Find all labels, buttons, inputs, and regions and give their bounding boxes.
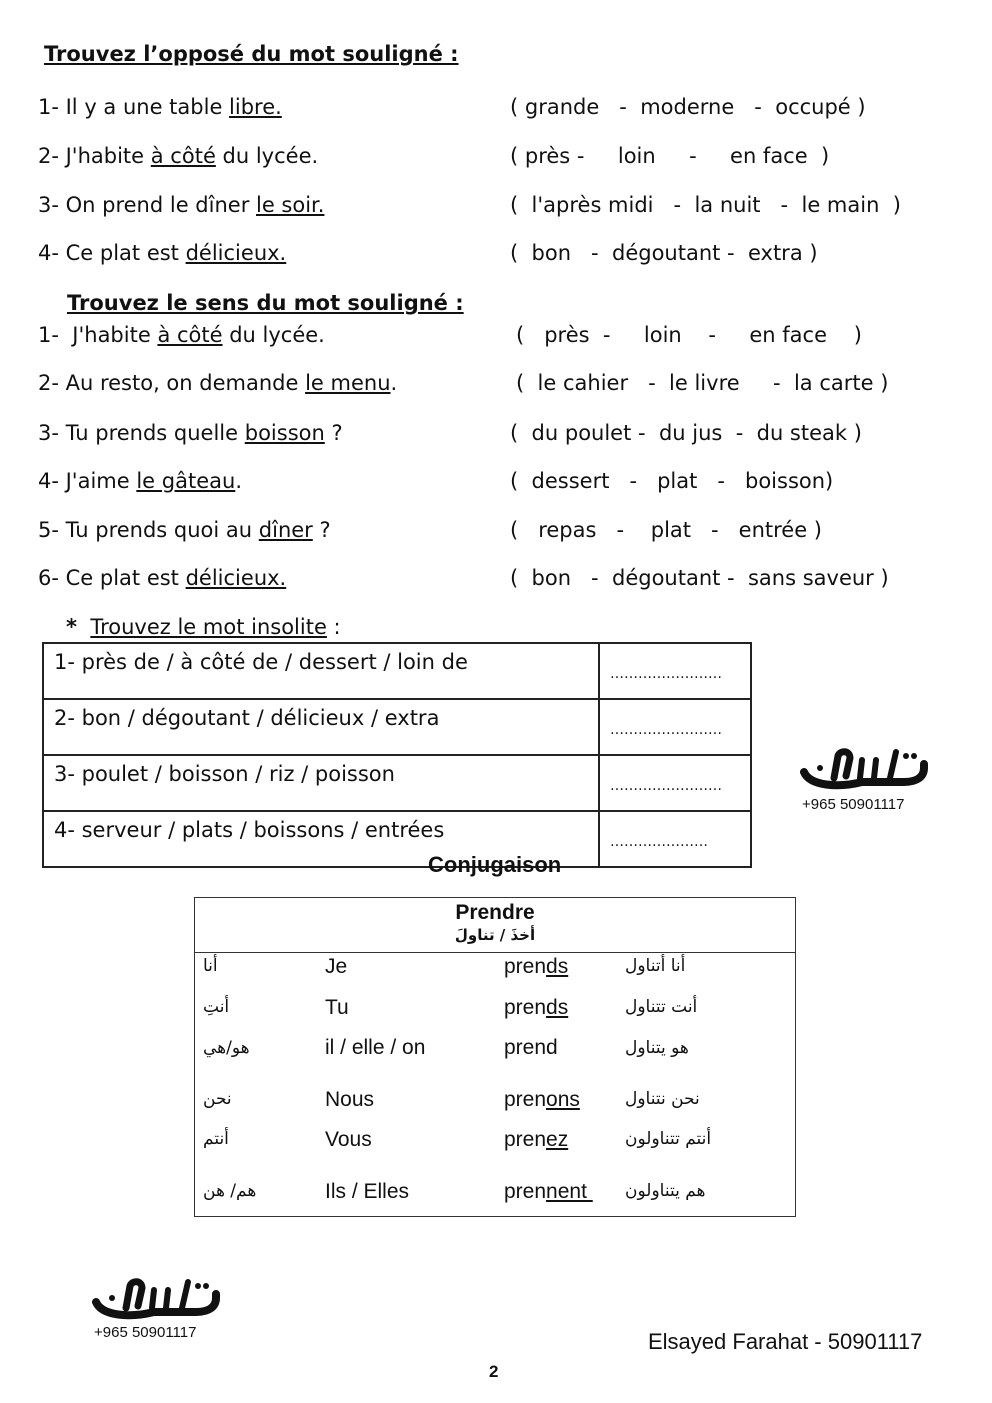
brand-logo-left bbox=[92, 1272, 222, 1344]
answer-blank-4[interactable]: ………………… bbox=[599, 811, 751, 867]
section2-options-5: ( repas - plat - entrée ) bbox=[510, 518, 822, 542]
ar-pronoun-4: نحن bbox=[203, 1089, 232, 1109]
verb-translation: أخذَ / تناولَ bbox=[454, 926, 536, 944]
section2-item-1: 1- J'habite à côté du lycée. bbox=[38, 323, 325, 347]
ar-pronoun-2: أنتِ bbox=[203, 997, 230, 1017]
ar-verb-5: أنتم تتناولون bbox=[625, 1129, 712, 1149]
ar-verb-3: هو يتناول bbox=[625, 1038, 689, 1058]
section1-options-1: ( grande - moderne - occupé ) bbox=[510, 95, 866, 119]
section2-options-1: ( près - loin - en face ) bbox=[516, 323, 862, 347]
ar-pronoun-5: أنتم bbox=[203, 1129, 229, 1149]
conjugation-table bbox=[194, 897, 796, 1217]
section1-item-1: 1- Il y a une table libre. bbox=[38, 95, 282, 119]
insolite-text-3: 3- poulet / boisson / riz / poisson bbox=[43, 755, 599, 811]
pronoun-5: Vous bbox=[325, 1128, 372, 1151]
footer-author: Elsayed Farahat - 50901117 bbox=[648, 1329, 923, 1354]
section2-item-2: 2- Au resto, on demande le menu. bbox=[38, 371, 398, 395]
verb-form-4: prenons bbox=[504, 1088, 580, 1111]
ar-verb-2: أنت تتناول bbox=[625, 997, 698, 1017]
pronoun-1: Je bbox=[325, 955, 348, 978]
section2-item-4: 4- J'aime le gâteau. bbox=[38, 469, 242, 493]
section2-item-5: 5- Tu prends quoi au dîner ? bbox=[38, 518, 331, 542]
pronoun-4: Nous bbox=[325, 1088, 375, 1111]
verb-form-1: prends bbox=[504, 955, 569, 978]
conjugation-header bbox=[195, 898, 795, 953]
table-row bbox=[43, 755, 751, 811]
insolite-text-1: 1- près de / à côté de / dessert / loin de bbox=[43, 643, 599, 699]
conjugaison-title: Conjugaison bbox=[428, 852, 562, 877]
section3-title: * Trouvez le mot insolite : bbox=[66, 615, 341, 639]
answer-blank-3[interactable]: …………………… bbox=[599, 755, 751, 811]
section1-item-2: 2- J'habite à côté du lycée. bbox=[38, 144, 319, 168]
brand-logo-right bbox=[800, 742, 930, 814]
section2-options-6: ( bon - dégoutant - sans saveur ) bbox=[510, 566, 889, 590]
verb-title: Prendre bbox=[455, 901, 535, 924]
answer-blank-2[interactable]: …………………… bbox=[599, 699, 751, 755]
page-number: 2 bbox=[489, 1362, 499, 1381]
logo-phone-left: +965 50901117 bbox=[94, 1324, 197, 1341]
insolite-table bbox=[42, 642, 752, 868]
ar-pronoun-6: هم/ هن bbox=[203, 1181, 257, 1201]
pronoun-6: Ils / Elles bbox=[325, 1180, 410, 1203]
section2-options-2: ( le cahier - le livre - la carte ) bbox=[516, 371, 889, 395]
table-row bbox=[43, 643, 751, 699]
section1-options-2: ( près - loin - en face ) bbox=[510, 144, 830, 168]
verb-form-3: prend bbox=[504, 1036, 558, 1059]
verb-form-5: prenez bbox=[504, 1128, 569, 1151]
section2-item-6: 6- Ce plat est délicieux. bbox=[38, 566, 287, 590]
insolite-text-4: 4- serveur / plats / boissons / entrées bbox=[43, 811, 599, 867]
section1-options-3: ( l'après midi - la nuit - le main ) bbox=[510, 193, 901, 217]
star-bullet: * bbox=[66, 615, 77, 639]
section1-item-3: 3- On prend le dîner le soir. bbox=[38, 193, 325, 217]
section2-title: Trouvez le sens du mot souligné : bbox=[67, 291, 464, 315]
table-row bbox=[43, 811, 751, 867]
verb-form-2: prends bbox=[504, 996, 569, 1019]
pronoun-3: il / elle / on bbox=[325, 1036, 426, 1059]
ar-pronoun-3: هو/هي bbox=[203, 1038, 250, 1058]
insolite-text-2: 2- bon / dégoutant / délicieux / extra bbox=[43, 699, 599, 755]
table-row bbox=[43, 699, 751, 755]
ar-verb-6: هم يتناولون bbox=[625, 1181, 706, 1201]
section2-options-4: ( dessert - plat - boisson) bbox=[510, 469, 834, 493]
section2-options-3: ( du poulet - du jus - du steak ) bbox=[510, 421, 862, 445]
section1-title: Trouvez l’opposé du mot souligné : bbox=[44, 42, 459, 66]
section2-item-3: 3- Tu prends quelle boisson ? bbox=[38, 421, 343, 445]
logo-mark-icon bbox=[800, 742, 930, 796]
ar-verb-4: نحن نتناول bbox=[625, 1089, 700, 1109]
logo-mark-icon bbox=[92, 1272, 222, 1326]
verb-form-6: prennent bbox=[504, 1180, 593, 1203]
ar-pronoun-1: أنا bbox=[203, 956, 218, 976]
pronoun-2: Tu bbox=[325, 996, 349, 1019]
section1-options-4: ( bon - dégoutant - extra ) bbox=[510, 241, 818, 265]
ar-verb-1: أنا أتناول bbox=[625, 956, 686, 976]
answer-blank-1[interactable]: …………………… bbox=[599, 643, 751, 699]
section1-item-4: 4- Ce plat est délicieux. bbox=[38, 241, 287, 265]
logo-phone-right: +965 50901117 bbox=[802, 796, 905, 813]
